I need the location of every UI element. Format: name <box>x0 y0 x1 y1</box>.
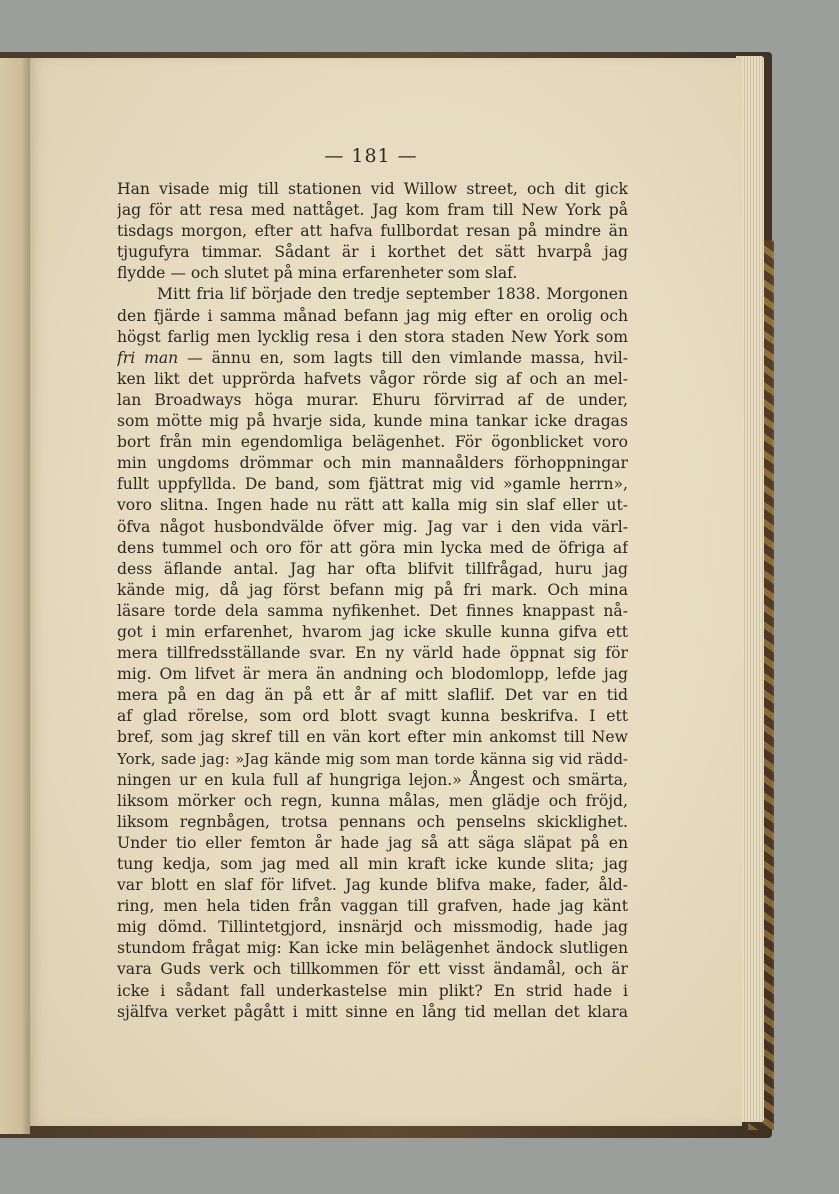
body-text <box>117 179 628 1023</box>
text-line <box>117 959 628 980</box>
text-line <box>117 917 628 938</box>
text-line <box>117 812 628 833</box>
line-text: — ännu en, som lagts till den vimlande massa, hvil- <box>178 348 628 367</box>
text-line <box>117 622 628 643</box>
line-text: stundom frågat mig: Kan icke min belägenhet ändock slutligen <box>117 939 628 958</box>
text-line <box>117 1002 628 1023</box>
text-line <box>117 896 628 917</box>
text-line <box>117 601 628 622</box>
line-text: flydde — och slutet på mina erfarenheter som slaf. <box>117 264 518 283</box>
line-text: voro slitna. Ingen hade nu rätt att kalla mig sin slaf eller ut- <box>117 496 628 515</box>
text-line <box>117 390 628 411</box>
text-line <box>117 327 628 348</box>
facing-page-edge <box>0 58 30 1134</box>
text-line <box>117 981 628 1002</box>
line-text: Mitt fria lif började den tredje september 1838. Morgonen <box>157 285 628 304</box>
line-text: Under tio eller femton år hade jag så att säga släpat på en <box>117 833 628 852</box>
line-text: högst farlig men lycklig resa i den stora staden New York som <box>117 327 628 346</box>
text-line <box>117 685 628 706</box>
page-number: — 181 — <box>324 145 418 167</box>
line-text: Han visade mig till stationen vid Willow street, och dit gick <box>117 180 628 198</box>
text-line <box>117 242 628 263</box>
text-line <box>117 179 628 200</box>
text-line <box>117 580 628 601</box>
text-line <box>117 306 628 327</box>
text-line <box>117 474 628 495</box>
line-text: dens tummel och oro för att göra min lycka med de öfriga af <box>117 538 628 557</box>
line-text: vara Guds verk och tillkommen för ett visst ändamål, och är <box>117 960 628 979</box>
text-line <box>117 664 628 685</box>
line-text: bref, som jag skref till en vän kort efter min ankomst till New <box>117 728 628 747</box>
line-text: bort från min egendomliga belägenhet. För ögonblicket voro <box>117 433 628 452</box>
text-line <box>117 875 628 896</box>
text-line <box>117 770 628 791</box>
line-text: York, sade jag: »Jag kände mig som man torde känna sig vid rädd- <box>117 749 628 768</box>
text-line <box>117 643 628 664</box>
line-text: mera på en dag än på ett år af mitt slaflif. Det var en tid <box>117 686 628 705</box>
text-line <box>117 348 628 369</box>
line-text: min ungdoms drömmar och min mannaålders förhoppningar <box>117 454 628 473</box>
text-line <box>117 495 628 516</box>
text-line <box>117 749 628 770</box>
line-text: kände mig, då jag först befann mig på fri mark. Och mina <box>117 580 628 599</box>
line-text: läsare torde dela samma nyfikenhet. Det finnes knappast nå- <box>117 601 628 620</box>
text-line <box>117 538 628 559</box>
text-line <box>117 791 628 812</box>
text-line <box>117 727 628 748</box>
text-line <box>117 517 628 538</box>
line-text: dess äflande antal. Jag har ofta blifvit tillfrågad, huru jag <box>117 559 628 578</box>
line-text: tung kedja, som jag med all min kraft icke kunde slita; jag <box>117 855 628 873</box>
line-text: af glad rörelse, som ord blott svagt kunna beskrifva. I ett <box>117 707 628 726</box>
line-text: den fjärde i samma månad befann jag mig efter en orolig och <box>117 306 628 325</box>
text-line <box>117 854 628 875</box>
text-line <box>117 938 628 959</box>
text-line <box>117 221 628 242</box>
line-text: tjugufyra timmar. Sådant är i korthet det sätt hvarpå jag <box>117 243 628 262</box>
line-text: jag för att resa med nattåget. Jag kom fram till New York på <box>117 201 628 220</box>
line-text: själfva verket pågått i mitt sinne en lång tid mellan det klara <box>117 1002 628 1021</box>
line-text: mera tillfredsställande svar. En ny värld hade öppnat sig för <box>117 644 628 663</box>
line-text: öfva något husbondvälde öfver mig. Jag var i den vida värl- <box>117 517 628 536</box>
line-text: liksom regnbågen, trotsa pennans och penselns skicklighet. <box>117 812 628 831</box>
text-line <box>117 432 628 453</box>
text-line <box>117 369 628 390</box>
text-line <box>117 263 628 284</box>
line-text: icke i sådant fall underkastelse min plikt? En strid hade i <box>117 981 628 1000</box>
line-text: ring, men hela tiden från vaggan till grafven, hade jag känt <box>117 897 628 916</box>
text-line <box>117 453 628 474</box>
line-text: fullt uppfyllda. De band, som fjättrat mig vid »gamle herrn», <box>117 475 628 494</box>
italic-phrase: fri man <box>117 348 179 367</box>
line-text: var blott en slaf för lifvet. Jag kunde blifva make, fader, åld- <box>117 876 628 895</box>
line-text: som mötte mig på hvarje sida, kunde mina tankar icke dragas <box>117 412 628 431</box>
line-text: got i min erfarenhet, hvarom jag icke skulle kunna gifva ett <box>117 622 628 641</box>
line-text: liksom mörker och regn, kunna målas, men glädje och fröjd, <box>117 791 628 810</box>
text-line <box>117 559 628 580</box>
line-text: ningen ur en kula full af hungriga lejon.» Ångest och smärta, <box>117 770 628 789</box>
text-line <box>117 411 628 432</box>
line-text: ken likt det upprörda hafvets vågor rörde sig af och an mel- <box>117 369 628 388</box>
line-text: lan Broadways höga murar. Ehuru förvirrad af de under, <box>117 390 628 409</box>
text-line <box>117 200 628 221</box>
text-line <box>117 284 628 305</box>
line-text: mig dömd. Tillintetgjord, insnärjd och missmodig, hade jag <box>117 918 628 937</box>
text-line <box>117 833 628 854</box>
line-text: mig. Om lifvet är mera än andning och blodomlopp, lefde jag <box>117 665 628 684</box>
text-line <box>117 706 628 727</box>
line-text: tisdags morgon, efter att hafva fullbordat resan på mindre än <box>117 222 628 241</box>
